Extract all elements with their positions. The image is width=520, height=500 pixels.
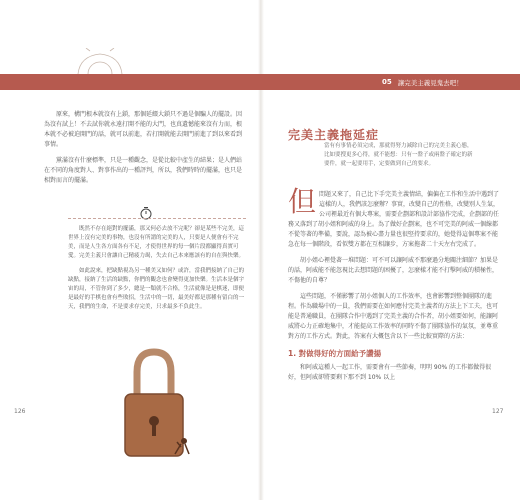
right-paragraph-3: 這些問題，不僅影響了胡小姐個人的工作效率，也會影響到整個團隊的進程。作為職場中的一員，我們需要在如何應付完美主義者的方法上下工夫，也可能是普通職員，在團隊合作中遇到了完美主義的合作者，胡小姐要如何，能讓阿威將心力正確地集中，才能提高工作效率的同時不傷了團隊協作的氣氛，並尊重對方的工作方式。對此，答案有大概包含以下一些比較實際的方法： <box>288 293 499 340</box>
subheading: 1. 對做得好的方面給予讚揚 <box>288 349 382 358</box>
chapter-header <box>382 74 520 90</box>
right-paragraph-2: 胡小姐心裡覺著一堆問題：可不可以讓阿威不那麼過分地關注細節？加果是的話，阿威能不能忽視比去想問題的困擾了，怎麼樣才能不打擊阿威的積極性，不傷他的自尊？ <box>288 257 499 284</box>
drop-cap: 但 <box>288 185 317 218</box>
quote-box <box>68 218 246 318</box>
quote-paragraph-2: 如此說來，把缺點視為另一種美又如何？或許，當我們接納了自己的缺點，接納了生活的缺點，你們的觀念也會變得更加快樂。生活本是個宇宙的局，不管你到了多少，總是一類就不合格，生活就像是是棋迷，即便是最好的手棋也會有些敗招，生活中的一切，最美好都是那種有留白的一天，我們的生命，不是要求存完美，只求最多不負此生。 <box>68 268 245 310</box>
padlock-illustration <box>109 346 199 466</box>
right-paragraph-1-text: 問題又來了，自己比下手完美主義情結，偏偏在工作和生活中遇到了這樣的人，我們該怎麼辦？事實，改變自己的性格，改變別人生氣，公司裡最近有個大專案，需要企劃部和設計部協作完成，企劃部的任務又落到了胡小姐和阿威的身上。為了做好企劃案，也不可完美的阿威一個線都不從等著的準備，要說，認為被心盡力量也很堅持要求的，她覺得這個專案不能急在每一個階段，看似雙方都在互相讓步，方案拖著二十天左右完成了。 <box>288 191 500 248</box>
left-page-number: 126 <box>14 408 26 415</box>
left-paragraph-2: 黨滿沒有什麼標準，只是一種觀念，是從比較中產生的結果；是人們站在不同的角度對人、對事作出的一種評判，所以，我們時時的擺滿，也只是相對而言的擺滿。 <box>44 157 243 184</box>
section-heading: 完美主義拖延症 <box>288 128 380 142</box>
left-body <box>44 110 244 192</box>
left-page <box>24 96 254 486</box>
quote-paragraph-1: 既然不存在絕對的擺滿，那又何必去放不完呢？卻是某些不完美，這世界上沒有完美的事物，也沒有所謂的完美的人，只要是人便會有不完美，而是人生各方面各有不足，才使得世界的每一個片段都顯得真實可愛。完美主義只會讓自己精疲力竭，失去自己本來應該有的自在與快樂。 <box>68 226 245 259</box>
right-paragraph-4: 和阿威這種人一起工作，需要會有一些節奏，明明 90% 的工作都做得很好，但阿威卻將要剩下那不到 10% 以上 <box>288 364 492 381</box>
chapter-number: 05 <box>382 78 392 86</box>
chapter-title: 讓完美主義見鬼去吧！ <box>397 78 463 87</box>
section-intro: 當有有事情必須完成，那就得努力減除自己的完美主義心態，比如要搜更多心得，就不能想：只有一盤子或兩盤子確定的新要件，就一起要用手，定要做到自己的要求。 <box>324 143 473 167</box>
right-page-number: 127 <box>492 408 504 415</box>
left-paragraph-1: 原來，構門根本就沒有上鎖，那個延綴大鎖只不過是個騙人的擺設。因為沒有試上！不去試你就永遠打開不能的大門，也真遺憾能來沒有力而，根本就不必被迫開門的話，就可以前進，若打開就能去開門前進了到以來看到事情。 <box>44 111 243 148</box>
right-paragraph-1 <box>288 185 500 250</box>
right-body <box>288 185 500 389</box>
right-page <box>268 96 504 486</box>
